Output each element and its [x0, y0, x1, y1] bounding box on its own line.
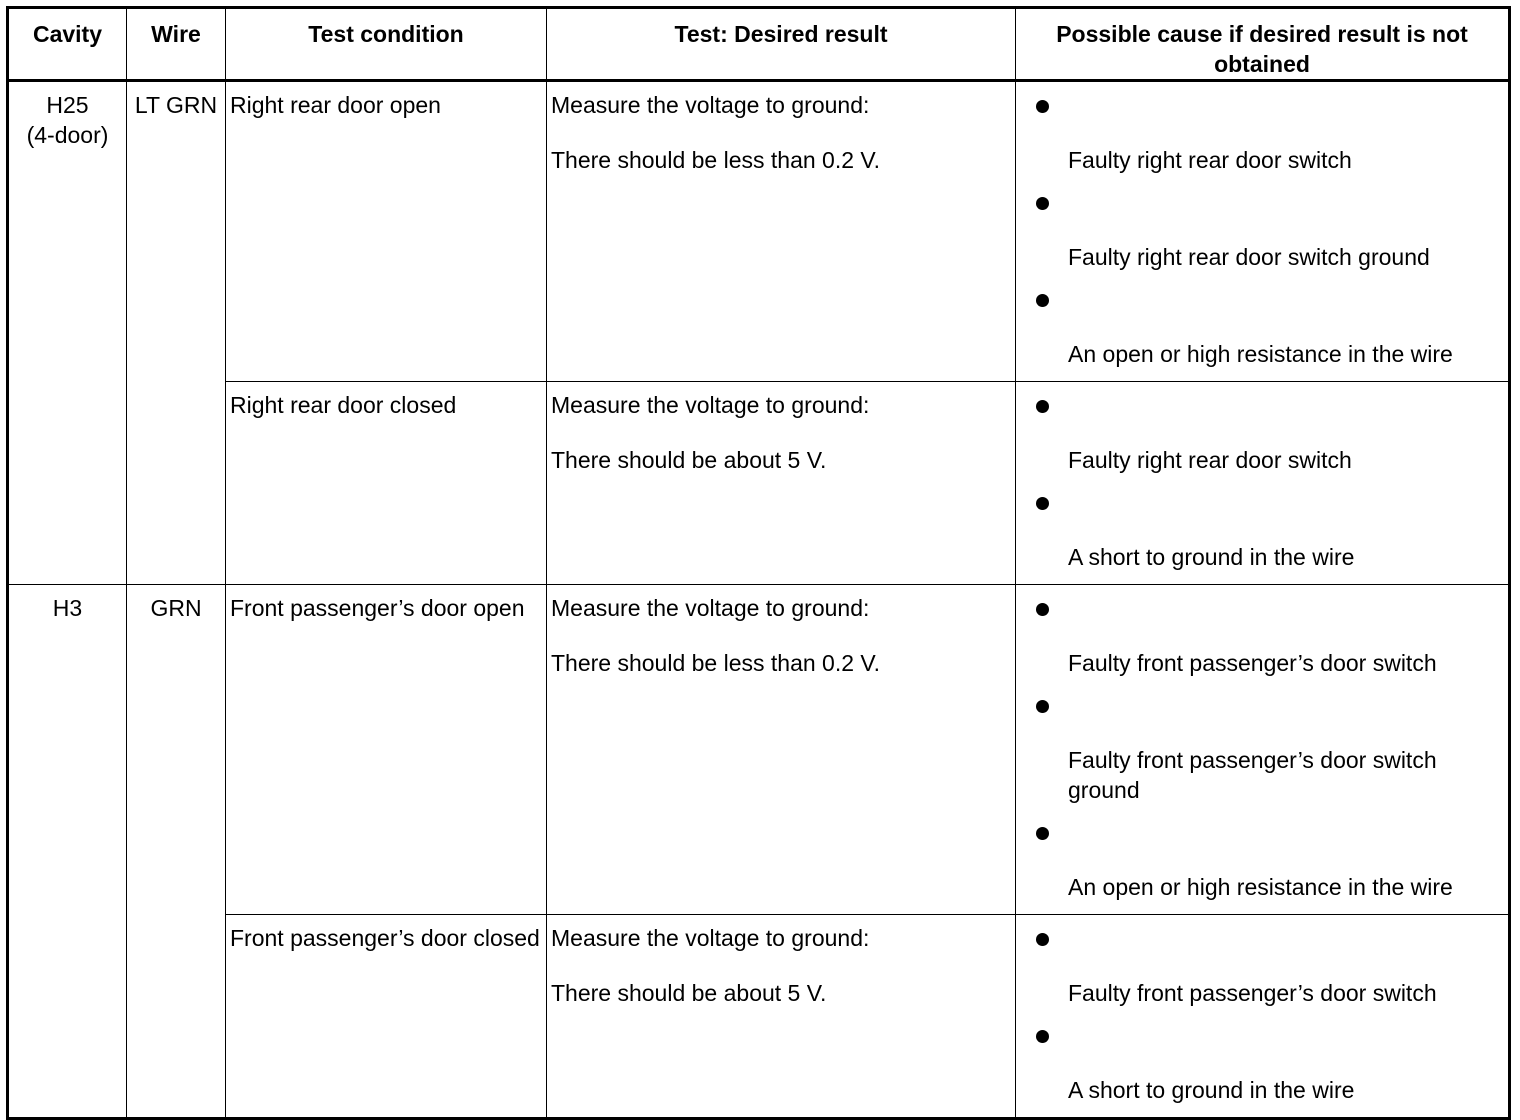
cause-text: Faulty front passenger’s door switch: [1068, 650, 1437, 676]
cause-text: Faulty right rear door switch: [1068, 147, 1352, 173]
possible-cause-cell: [1016, 81, 1510, 382]
cause-text: An open or high resistance in the wire: [1068, 341, 1453, 367]
bullet-icon: [1036, 1030, 1049, 1043]
cause-text: A short to ground in the wire: [1068, 544, 1355, 570]
cause-item: [1036, 187, 1498, 272]
cause-item: [1036, 1020, 1498, 1105]
cause-item: [1036, 90, 1498, 175]
desired-result-cell: [547, 81, 1016, 382]
desired-result-cell: [547, 382, 1016, 585]
wire-cell: LT GRN: [127, 81, 226, 585]
header-test-condition: Test condition: [226, 8, 547, 81]
result-expected: There should be about 5 V.: [551, 447, 827, 473]
result-expected: There should be about 5 V.: [551, 980, 827, 1006]
cavity-cell: [8, 585, 127, 1119]
bullet-icon: [1036, 294, 1049, 307]
cavity-id: H25: [46, 92, 89, 118]
header-possible-cause: Possible cause if desired result is not obtained: [1016, 8, 1510, 81]
result-instruction: Measure the voltage to ground:: [551, 92, 870, 118]
bullet-icon: [1036, 197, 1049, 210]
cause-text: Faulty front passenger’s door switch ground: [1068, 747, 1437, 803]
table-row: [8, 585, 1510, 915]
cavity-cell: [8, 81, 127, 585]
cause-text: An open or high resistance in the wire: [1068, 874, 1453, 900]
cause-item: [1036, 284, 1498, 369]
cause-text: A short to ground in the wire: [1068, 1077, 1355, 1103]
bullet-icon: [1036, 603, 1049, 616]
cause-text: Faulty right rear door switch: [1068, 447, 1352, 473]
possible-cause-cell: [1016, 382, 1510, 585]
header-row: [8, 8, 1510, 81]
cause-item: [1036, 690, 1498, 805]
cause-item: [1036, 923, 1498, 1008]
header-desired-result: Test: Desired result: [547, 8, 1016, 81]
result-instruction: Measure the voltage to ground:: [551, 595, 870, 621]
bullet-icon: [1036, 700, 1049, 713]
bullet-icon: [1036, 100, 1049, 113]
test-condition-cell: Right rear door open: [226, 81, 547, 382]
table-row: [8, 382, 1510, 585]
cause-item: [1036, 487, 1498, 572]
header-cavity: Cavity: [8, 8, 127, 81]
header-wire: Wire: [127, 8, 226, 81]
test-condition-cell: Front passenger’s door open: [226, 585, 547, 915]
troubleshooting-table: [6, 6, 1511, 1120]
cause-item: [1036, 390, 1498, 475]
result-expected: There should be less than 0.2 V.: [551, 147, 881, 173]
cause-text: Faulty front passenger’s door switch: [1068, 980, 1437, 1006]
possible-cause-cell: [1016, 585, 1510, 915]
cause-item: [1036, 593, 1498, 678]
desired-result-cell: [547, 585, 1016, 915]
bullet-icon: [1036, 400, 1049, 413]
cause-item: [1036, 817, 1498, 902]
bullet-icon: [1036, 497, 1049, 510]
wire-cell: GRN: [127, 585, 226, 1119]
bullet-icon: [1036, 827, 1049, 840]
cause-text: Faulty right rear door switch ground: [1068, 244, 1430, 270]
bullet-icon: [1036, 933, 1049, 946]
cavity-id: H3: [52, 595, 83, 621]
table-row: [8, 81, 1510, 382]
test-condition-cell: Front passenger’s door closed: [226, 915, 547, 1119]
result-instruction: Measure the voltage to ground:: [551, 925, 870, 951]
test-condition-cell: Right rear door closed: [226, 382, 547, 585]
cavity-note: (4-door): [26, 122, 109, 148]
result-instruction: Measure the voltage to ground:: [551, 392, 870, 418]
result-expected: There should be less than 0.2 V.: [551, 650, 881, 676]
